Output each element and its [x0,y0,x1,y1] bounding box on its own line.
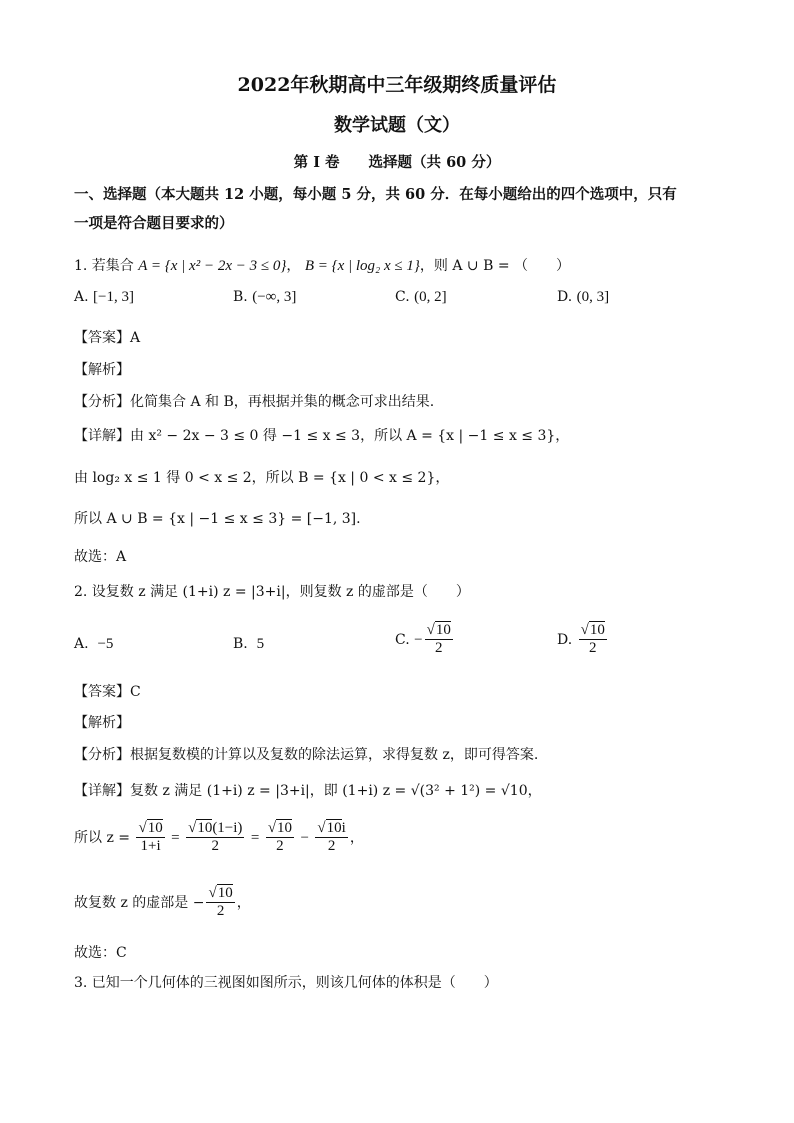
exam-subtitle: 数学试题（文） [334,115,460,136]
question-2-stem: 2. 设复数 z 满足 (1+i) z = |3+i|，则复数 z 的虚部是（ ） [74,584,470,600]
question-3-stem: 3. 已知一个几何体的三视图如图所示，则该几何体的体积是（ ） [74,975,498,991]
q1-analysis-tag: 【解析】 [74,362,130,378]
q1-option-d: D. (0, 3] [557,289,610,305]
q1-option-c: C. (0, 2] [395,289,447,305]
q1-choose: 故选：A [74,549,127,565]
q1-detail-2: 由 log₂ x ≤ 1 得 0 < x ≤ 2，所以 B = {x | 0 < x ≤ 2}， [74,470,450,486]
section-heading: 第 I 卷 选择题（共 60 分） [293,154,501,171]
instructions-line-2: 一项是符合题目要求的） [74,215,234,232]
q2-option-d: D. $\frac{√10}{2}$ [557,622,605,657]
q1-option-a: A. [−1, 3] [74,289,134,305]
q1-answer: 【答案】A [74,330,141,346]
page-title: 2022年秋期高中三年级期终质量评估 [237,74,557,96]
q1-fenxi: 【分析】化简集合 A 和 B，再根据并集的概念可求出结果. [74,394,435,410]
q2-answer: 【答案】C [74,684,141,700]
set-b: B = {x | log₂ x ≤ 1} [304,258,420,274]
q2-analysis-tag: 【解析】 [74,715,130,731]
q2-fenxi: 【分析】根据复数模的计算以及复数的除法运算，求得复数 z，即可得答案. [74,747,539,763]
question-1-stem: 1. 若集合 A = {x | x² − 2x − 3 ≤ 0}， B = {x | log₂ x ≤ 1}，则 A ∪ B = （ ） [74,258,571,274]
q2-detail-2: 所以 z = $\frac{√10}{1+i}$ = $\frac{√10(1-i)}{2}$ = $\frac{√10}{2}$ − $\frac{√10i}{2}$ ， [74,820,364,855]
q1-detail-1: 【详解】由 x² − 2x − 3 ≤ 0 得 −1 ≤ x ≤ 3，所以 A = {x | −1 ≤ x ≤ 3}， [74,428,570,444]
q2-option-c: C. − $\frac{√10}{2}$ [395,622,451,657]
q2-choose: 故选：C [74,945,127,961]
q1-detail-3: 所以 A ∪ B = {x | −1 ≤ x ≤ 3} = [−1, 3]. [74,511,361,527]
set-a: A = {x | x² − 2x − 3 ≤ 0} [138,258,287,274]
q2-option-b: B. 5 [233,636,265,652]
q2-option-a: A. −5 [74,636,114,652]
q1-option-b: B. (−∞, 3] [233,289,297,305]
q2-detail-3: 故复数 z 的虚部是 − $\frac{√10}{2}$ ， [74,885,251,920]
q2-detail-1: 【详解】复数 z 满足 (1+i) z = |3+i|，即 (1+i) z = √(3² + 1²) = √10， [74,783,542,799]
instructions-line-1: 一、选择题（本大题共 12 小题，每小题 5 分，共 60 分．在每小题给出的四个选项中，只有 [74,186,677,203]
